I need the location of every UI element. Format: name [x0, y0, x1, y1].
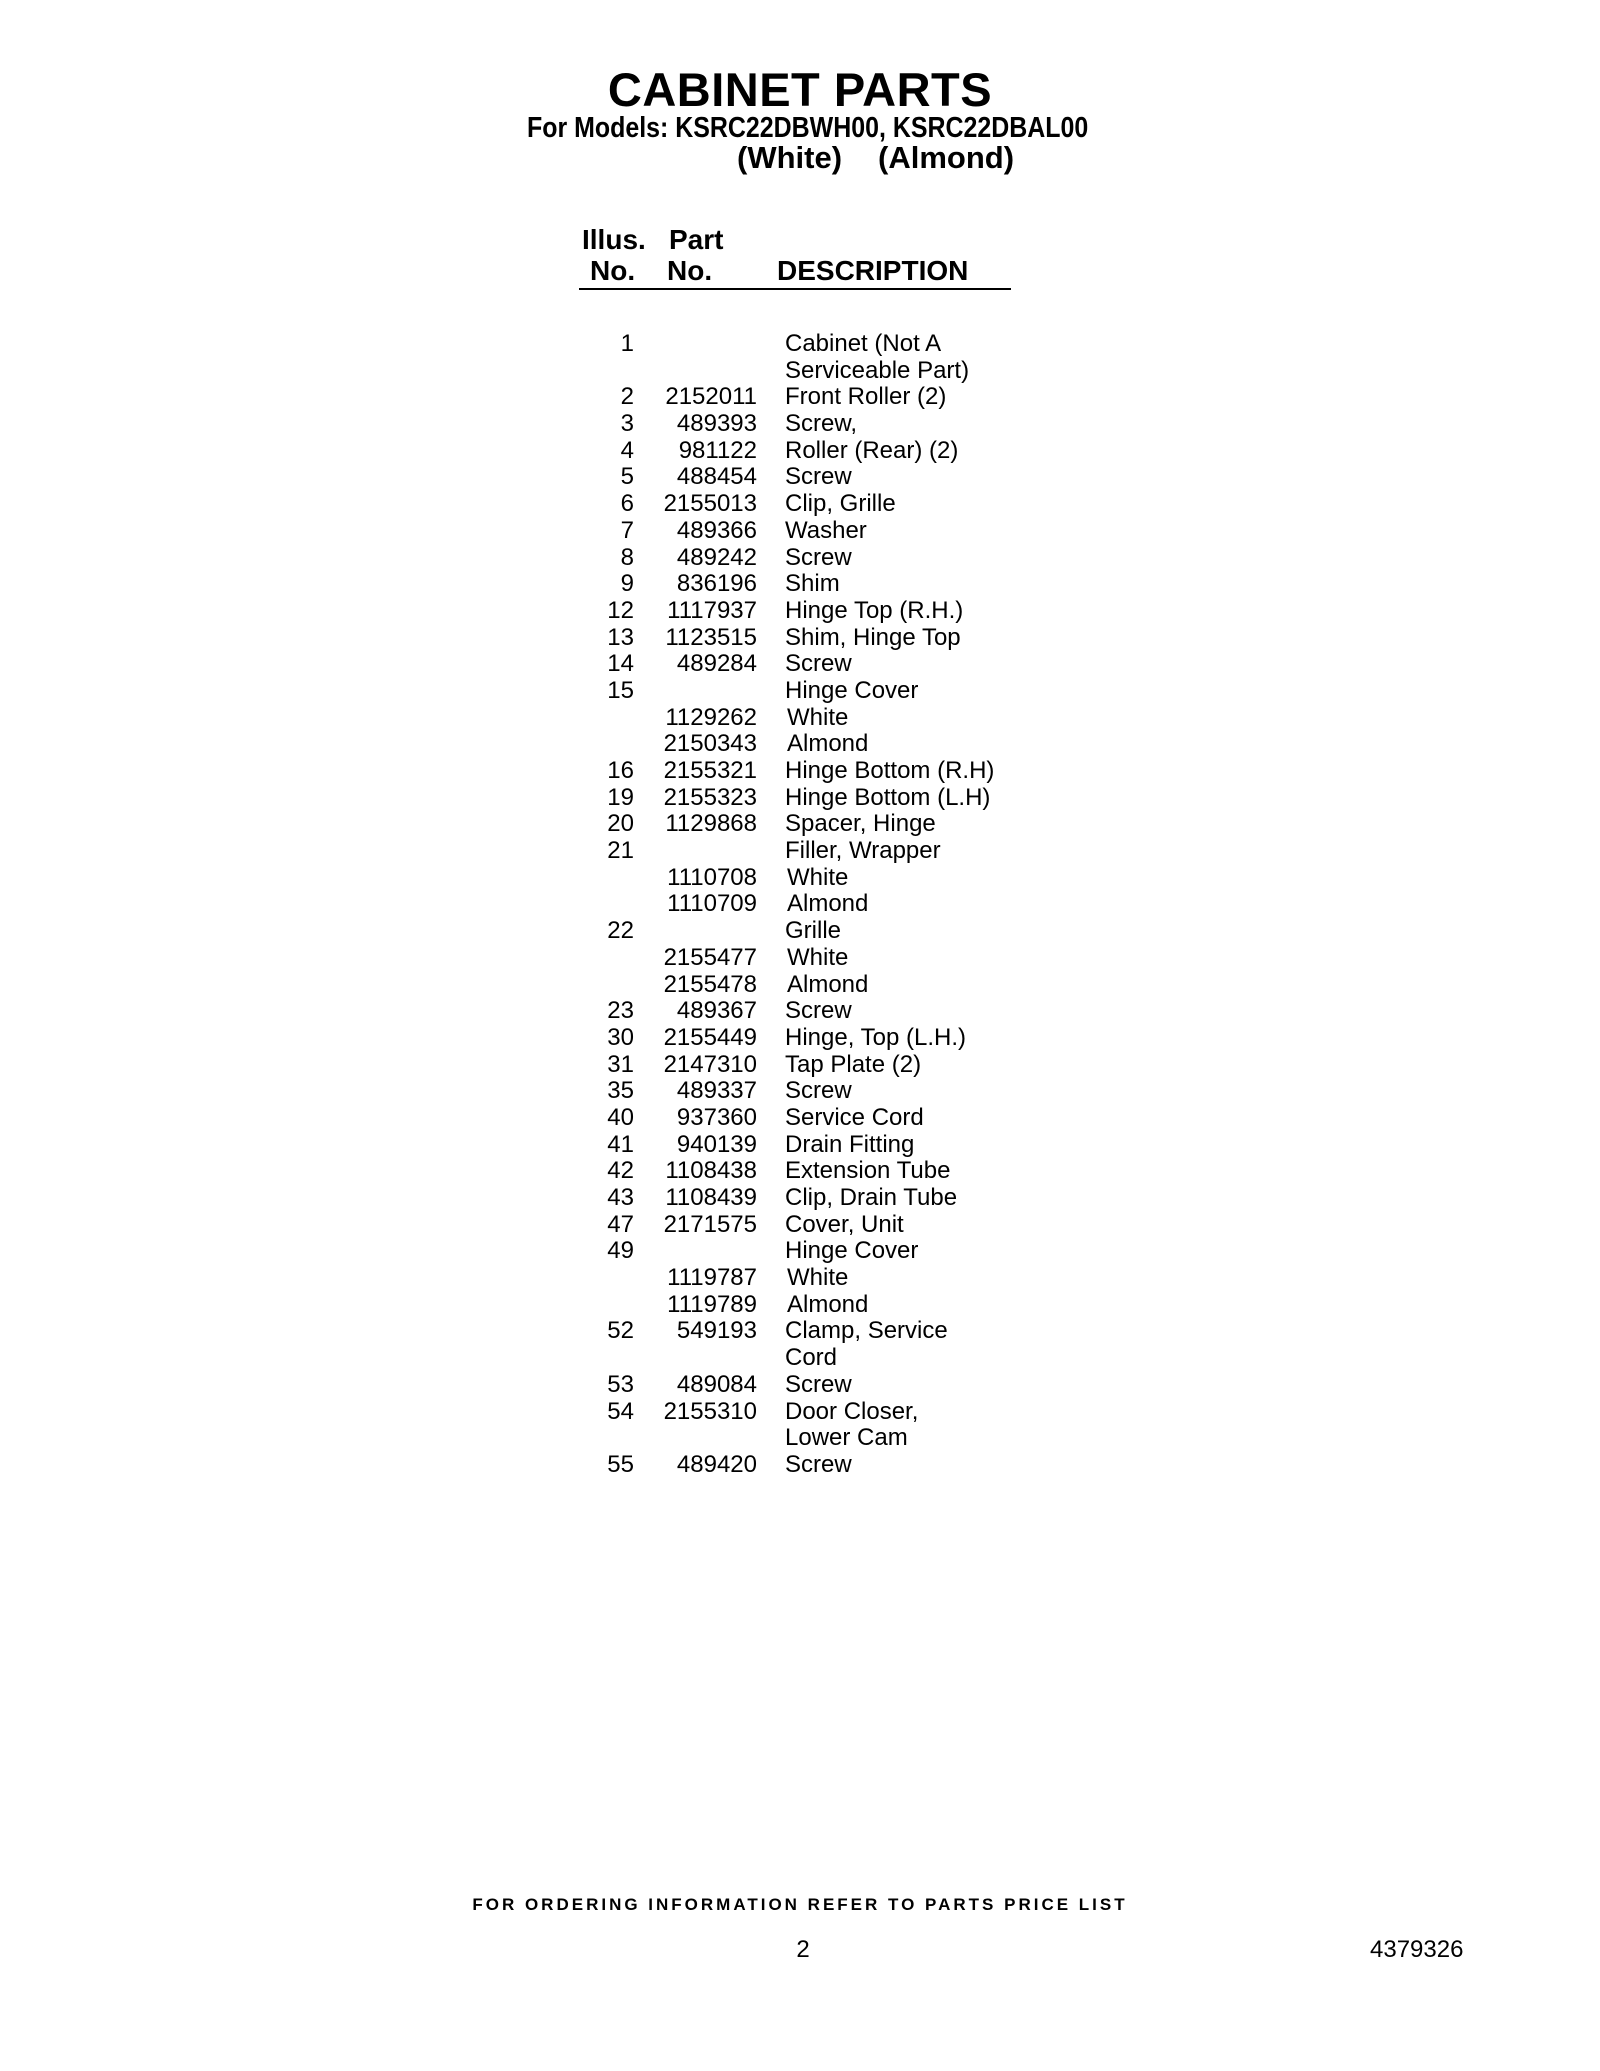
part-description: Filler, Wrapper: [785, 837, 941, 865]
part-description: Screw: [785, 1370, 852, 1398]
illus-number: 55: [607, 1450, 634, 1478]
table-row: [0, 678, 1600, 705]
illus-number: 22: [607, 917, 634, 945]
part-number: 489242: [676, 543, 757, 571]
part-number: 2155323: [663, 783, 757, 811]
table-row: [0, 438, 1600, 465]
part-description: White: [787, 703, 849, 731]
part-description: White: [787, 943, 849, 971]
part-description: Tap Plate (2): [785, 1050, 922, 1078]
part-number: 2155321: [663, 757, 757, 784]
table-row: [0, 1345, 1600, 1372]
part-description: Clamp, Service: [785, 1317, 948, 1345]
illus-number: 20: [607, 810, 634, 838]
part-number: 940139: [676, 1130, 757, 1158]
part-description: Cover, Unit: [785, 1210, 904, 1238]
illus-number: 9: [620, 570, 634, 598]
part-description: Roller (Rear) (2): [785, 436, 959, 464]
table-row: [0, 1265, 1600, 1292]
part-number: 1129868: [665, 810, 757, 838]
table-row: [0, 358, 1600, 385]
table-row: [0, 865, 1600, 892]
part-description: Washer: [785, 516, 867, 544]
table-row: [0, 411, 1600, 438]
table-row: [0, 731, 1600, 758]
table-row: [0, 1105, 1600, 1132]
part-description: Hinge Top (R.H.): [785, 596, 964, 624]
page-title: CABINET PARTS: [607, 63, 993, 116]
part-number: 1110709: [667, 890, 757, 918]
part-description: Screw: [785, 463, 852, 491]
part-number: 2155477: [663, 943, 757, 971]
table-row: [0, 1078, 1600, 1105]
part-number: 1108439: [665, 1184, 757, 1211]
part-number: 2147310: [663, 1050, 757, 1078]
table-row: [0, 1158, 1600, 1185]
ordering-info-note: FOR ORDERING INFORMATION REFER TO PARTS PRICE LIST: [472, 1895, 1128, 1914]
part-description: Shim, Hinge Top: [785, 623, 961, 651]
part-description: Clip, Drain Tube: [785, 1184, 958, 1211]
part-number: 2150343: [663, 730, 757, 758]
illus-number: 7: [620, 516, 634, 544]
part-description: Shim: [785, 570, 840, 598]
table-row: [0, 1292, 1600, 1319]
part-description: Hinge Cover: [785, 676, 919, 704]
part-description: Grille: [785, 917, 842, 945]
parts-list: [0, 331, 1600, 1479]
table-row: [0, 598, 1600, 625]
table-row: [0, 972, 1600, 999]
part-number: 489366: [676, 516, 757, 544]
illus-number: 12: [607, 596, 634, 624]
table-row: [0, 1399, 1600, 1426]
part-number: 2152011: [665, 383, 757, 411]
part-description: Hinge Bottom (R.H): [785, 757, 995, 784]
table-row: [0, 651, 1600, 678]
illus-number: 35: [607, 1077, 634, 1105]
table-row: [0, 1372, 1600, 1399]
illus-number: 31: [607, 1050, 634, 1078]
table-row: [0, 1212, 1600, 1239]
part-description: Hinge, Top (L.H.): [785, 1023, 966, 1051]
table-row: [0, 331, 1600, 358]
illus-number: 6: [620, 490, 634, 518]
part-description: Almond: [787, 890, 869, 918]
part-description: Hinge Bottom (L.H): [785, 783, 991, 811]
part-description: White: [787, 863, 849, 891]
part-description: Drain Fitting: [785, 1130, 915, 1158]
column-header-illus-line2: No.: [590, 255, 636, 286]
illus-number: 21: [607, 837, 634, 865]
part-description: Almond: [787, 730, 869, 758]
part-description: Screw: [785, 997, 852, 1025]
table-row: [0, 1132, 1600, 1159]
illus-number: 40: [607, 1103, 634, 1131]
illus-number: 30: [607, 1023, 634, 1051]
illus-number: 53: [607, 1370, 634, 1398]
part-number: 1119789: [667, 1290, 757, 1318]
table-row: [0, 464, 1600, 491]
table-row: [0, 945, 1600, 972]
illus-number: 5: [620, 463, 634, 491]
part-description: Screw: [785, 543, 852, 571]
illus-number: 42: [607, 1157, 634, 1185]
table-row: [0, 705, 1600, 732]
table-row: [0, 625, 1600, 652]
illus-number: 1: [620, 330, 634, 357]
illus-number: 41: [607, 1130, 634, 1158]
illus-number: 47: [607, 1210, 634, 1238]
part-description: Almond: [787, 1290, 869, 1318]
part-description: Clip, Grille: [785, 490, 896, 518]
part-number: 2155449: [663, 1023, 757, 1051]
part-number: 489084: [676, 1370, 757, 1398]
table-row: [0, 1052, 1600, 1079]
part-number: 836196: [676, 570, 757, 598]
part-number: 489420: [676, 1450, 757, 1478]
part-description: Serviceable Part): [785, 356, 970, 384]
table-row: [0, 1318, 1600, 1345]
table-row: [0, 1425, 1600, 1452]
part-number: 1119787: [667, 1264, 757, 1292]
illus-number: 43: [607, 1184, 634, 1211]
table-row: [0, 571, 1600, 598]
table-row: [0, 1452, 1600, 1479]
table-row: [0, 838, 1600, 865]
illus-number: 52: [607, 1317, 634, 1345]
illus-number: 15: [607, 676, 634, 704]
part-description: Screw: [785, 1450, 852, 1478]
part-number: 549193: [676, 1317, 757, 1345]
model-numbers: For Models: KSRC22DBWH00, KSRC22DBAL00: [527, 112, 1089, 144]
part-description: Screw: [785, 650, 852, 678]
table-row: [0, 811, 1600, 838]
part-number: 981122: [678, 436, 757, 464]
header-divider: [579, 288, 1011, 290]
table-row: [0, 758, 1600, 785]
illus-number: 54: [607, 1397, 634, 1425]
table-row: [0, 1185, 1600, 1212]
part-number: 488454: [676, 463, 757, 491]
part-number: 489284: [676, 650, 757, 678]
column-header-description: DESCRIPTION: [777, 255, 969, 286]
part-description: Screw: [785, 1077, 852, 1105]
illus-number: 13: [607, 623, 634, 651]
table-row: [0, 545, 1600, 572]
illus-number: 8: [620, 543, 634, 571]
part-number: 2155310: [663, 1397, 757, 1425]
part-description: Service Cord: [785, 1103, 924, 1131]
illus-number: 3: [620, 410, 634, 438]
part-number: 1117937: [667, 596, 757, 624]
table-row: [0, 1238, 1600, 1265]
part-description: Cord: [785, 1344, 838, 1372]
part-description: Front Roller (2): [785, 383, 947, 411]
part-number: 489393: [676, 410, 757, 438]
part-number: 937360: [676, 1103, 757, 1131]
illus-number: 14: [607, 650, 634, 678]
illus-number: 49: [607, 1237, 634, 1265]
table-row: [0, 998, 1600, 1025]
column-header-part-line2: No.: [667, 255, 713, 286]
table-row: [0, 518, 1600, 545]
part-number: 2155013: [663, 490, 757, 518]
part-number: 1123515: [665, 623, 757, 651]
part-description: Almond: [787, 970, 869, 998]
column-header-part-line1: Part: [669, 224, 724, 255]
part-description: Door Closer,: [785, 1397, 919, 1425]
table-row: [0, 918, 1600, 945]
part-number: 1110708: [667, 863, 757, 891]
table-row: [0, 384, 1600, 411]
part-number: 2155478: [663, 970, 757, 998]
illus-number: 2: [620, 383, 634, 411]
table-row: [0, 785, 1600, 812]
part-description: Screw,: [785, 410, 858, 438]
part-number: 489367: [676, 997, 757, 1025]
table-row: [0, 1025, 1600, 1052]
part-number: 489337: [676, 1077, 757, 1105]
color-white-label: (White): [737, 140, 843, 175]
part-description: Lower Cam: [785, 1424, 908, 1452]
illus-number: 16: [607, 757, 634, 784]
part-description: Cabinet (Not A: [785, 330, 942, 357]
color-almond-label: (Almond): [878, 140, 1015, 175]
illus-number: 4: [620, 436, 634, 464]
illus-number: 23: [607, 997, 634, 1025]
part-number: 2171575: [663, 1210, 757, 1238]
part-description: Spacer, Hinge: [785, 810, 936, 838]
part-description: Extension Tube: [785, 1157, 951, 1185]
document-number: 4379326: [1370, 1936, 1464, 1963]
table-row: [0, 491, 1600, 518]
illus-number: 19: [607, 783, 634, 811]
part-description: White: [787, 1264, 849, 1292]
part-number: 1108438: [665, 1157, 757, 1185]
page-number: 2: [796, 1936, 810, 1963]
part-number: 1129262: [665, 703, 757, 731]
part-description: Hinge Cover: [785, 1237, 919, 1265]
column-header-illus-line1: Illus.: [582, 224, 646, 255]
table-row: [0, 891, 1600, 918]
